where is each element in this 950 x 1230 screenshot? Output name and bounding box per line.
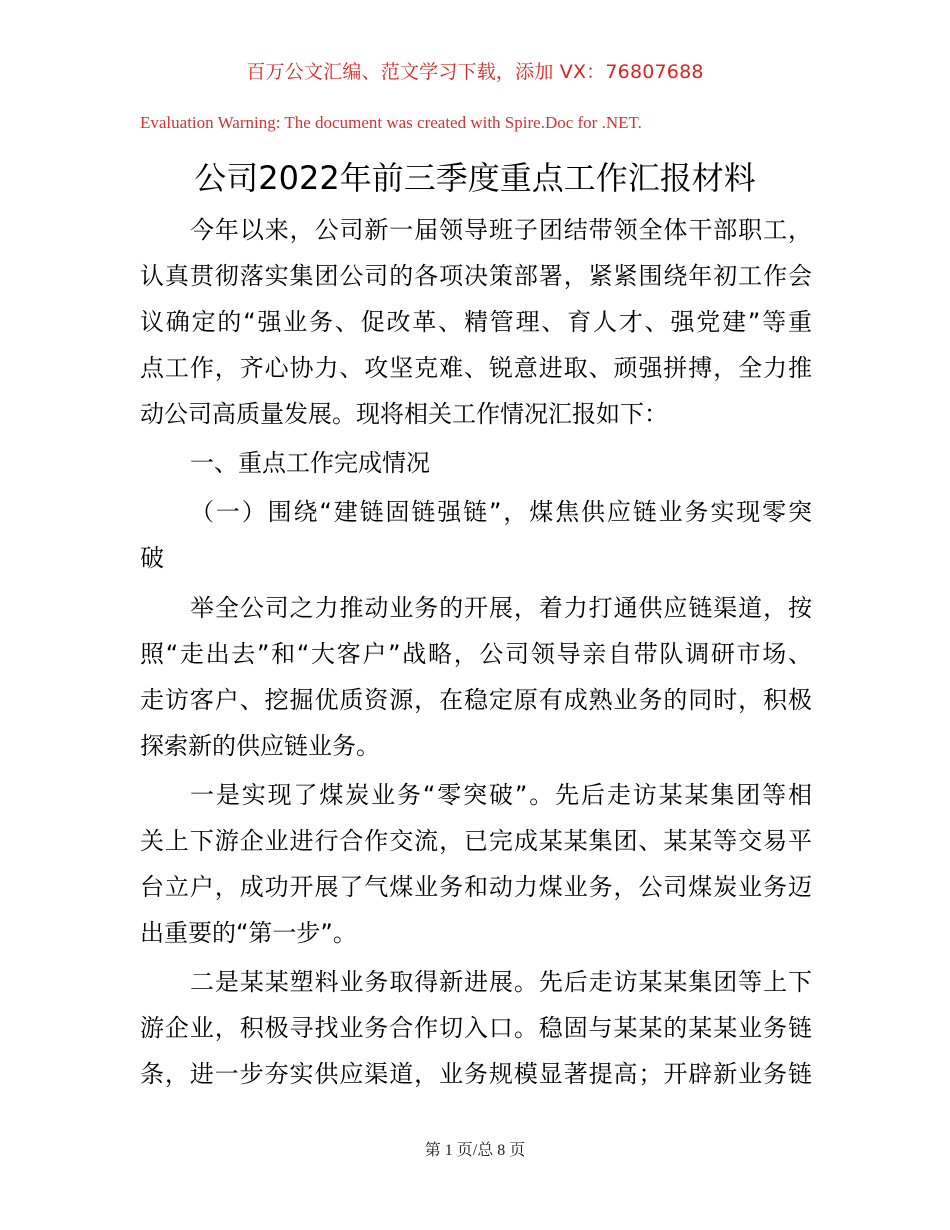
body-line: 举全公司之力推动业务的开展，着力打通供应链渠道，按 xyxy=(190,594,812,622)
body-line: 台立户，成功开展了气煤业务和动力煤业务，公司煤炭业务迈 xyxy=(140,873,812,901)
body-line: 走访客户、挖掘优质资源，在稳定原有成熟业务的同时，积极 xyxy=(140,686,812,714)
body-line: 一是实现了煤炭业务“零突破”。先后走访某某集团等相 xyxy=(190,781,812,809)
body-line: 条，进一步夯实供应渠道，业务规模显著提高；开辟新业务链 xyxy=(140,1060,812,1088)
page-number: 第 1 页/总 8 页 xyxy=(424,1142,526,1159)
evaluation-warning: Evaluation Warning: The document was created with Spire.Doc for .NET. xyxy=(140,113,642,132)
body-line: 照“走出去”和“大客户”战略，公司领导亲自带队调研市场、 xyxy=(140,640,812,668)
document-title: 公司2022年前三季度重点工作汇报材料 xyxy=(194,159,756,197)
body-line: 认真贯彻落实集团公司的各项决策部署，紧紧围绕年初工作会 xyxy=(140,262,812,290)
body-line: 动公司高质量发展。现将相关工作情况汇报如下： xyxy=(140,400,668,428)
body-line: 议确定的“强业务、促改革、精管理、育人才、强党建”等重 xyxy=(140,308,812,336)
body-line: 出重要的“第一步”。 xyxy=(140,919,357,947)
body-line: 二是某某塑料业务取得新进展。先后走访某某集团等上下 xyxy=(190,968,812,996)
promo-banner: 百万公文汇编、范文学习下载，添加 VX：76807688 xyxy=(246,61,704,83)
body-line: 探索新的供应链业务。 xyxy=(140,732,380,760)
body-line: （一）围绕“建链固链强链”，煤焦供应链业务实现零突 xyxy=(190,498,812,526)
body-line: 今年以来，公司新一届领导班子团结带领全体干部职工， xyxy=(190,216,812,244)
body-line: 关上下游企业进行合作交流，已完成某某集团、某某等交易平 xyxy=(140,827,812,855)
body-line: 破 xyxy=(140,544,164,572)
body-line: 一、重点工作完成情况 xyxy=(190,449,430,477)
body-line: 点工作，齐心协力、攻坚克难、锐意进取、顽强拼搏，全力推 xyxy=(140,354,812,382)
body-line: 游企业，积极寻找业务合作切入口。稳固与某某的某某业务链 xyxy=(140,1014,812,1042)
